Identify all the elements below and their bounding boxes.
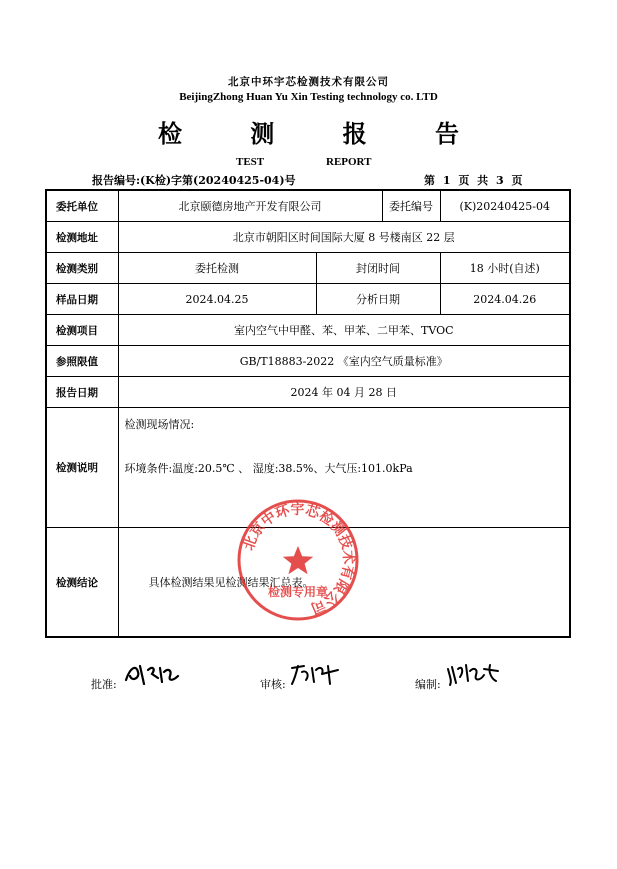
review-signature: [288, 660, 344, 688]
subtitle-test: TEST: [236, 156, 265, 168]
description-label: 检测说明: [46, 408, 118, 528]
address-label: 检测地址: [46, 222, 118, 253]
sample-date-value: 2024.04.25: [118, 284, 316, 315]
approve-signature: [122, 658, 182, 688]
approve-label: 批准:: [91, 678, 117, 691]
table-row: [46, 315, 570, 346]
description-line-1: 检测现场情况:: [124, 418, 195, 431]
official-seal-stamp: [236, 498, 360, 622]
report-number: 报告编号:(K检)字第(20240425-04)号: [92, 174, 296, 187]
org-name-cn: 北京中环宇芯检测技术有限公司: [228, 76, 389, 88]
limit-value: GB/T18883-2022 《室内空气质量标准》: [118, 346, 570, 377]
star-icon: [283, 546, 313, 574]
category-value: 委托检测: [118, 253, 316, 284]
commission-no-label: 委托编号: [382, 190, 440, 222]
client-value: 北京颐德房地产开发有限公司: [118, 190, 382, 222]
description-line-2: 环境条件:温度:20.5℃ 、 湿度:38.5%、大气压:101.0kPa: [124, 462, 413, 475]
table-row: [46, 253, 570, 284]
table-row: [46, 284, 570, 315]
items-value: 室内空气中甲醛、苯、甲苯、二甲苯、TVOC: [118, 315, 570, 346]
conclusion-label: 检测结论: [46, 528, 118, 638]
analysis-date-label: 分析日期: [316, 284, 440, 315]
org-name-en: BeijingZhong Huan Yu Xin Testing technology co. LTD: [179, 91, 438, 103]
seal-ring-text: 北京中环宇芯检测技术有限公司: [240, 501, 357, 617]
report-date-label: 报告日期: [46, 377, 118, 408]
items-label: 检测项目: [46, 315, 118, 346]
analysis-date-value: 2024.04.26: [440, 284, 570, 315]
closed-time-label: 封闭时间: [316, 253, 440, 284]
limit-label: 参照限值: [46, 346, 118, 377]
report-date-value: 2024 年 04 月 28 日: [118, 377, 570, 408]
sample-date-label: 样品日期: [46, 284, 118, 315]
commission-no-value: (K)20240425-04: [440, 190, 570, 222]
address-value: 北京市朝阳区时间国际大厦 8 号楼南区 22 层: [118, 222, 570, 253]
review-label: 审核:: [260, 678, 286, 691]
table-row: [46, 346, 570, 377]
client-label: 委托单位: [46, 190, 118, 222]
closed-time-value: 18 小时(自述): [440, 253, 570, 284]
subtitle-report: REPORT: [326, 156, 372, 168]
table-row: [46, 190, 570, 222]
category-label: 检测类别: [46, 253, 118, 284]
compile-label: 编制:: [415, 678, 441, 691]
conclusion-value: 具体检测结果见检测结果汇总表。: [118, 528, 570, 638]
table-row: [46, 377, 570, 408]
seal-center-text: 检测专用章: [267, 585, 329, 599]
page-info: 第 1 页 共 3 页: [424, 174, 523, 187]
table-row: [46, 222, 570, 253]
compile-signature: [444, 659, 502, 689]
document-title: 检 测 报 告: [157, 119, 490, 148]
